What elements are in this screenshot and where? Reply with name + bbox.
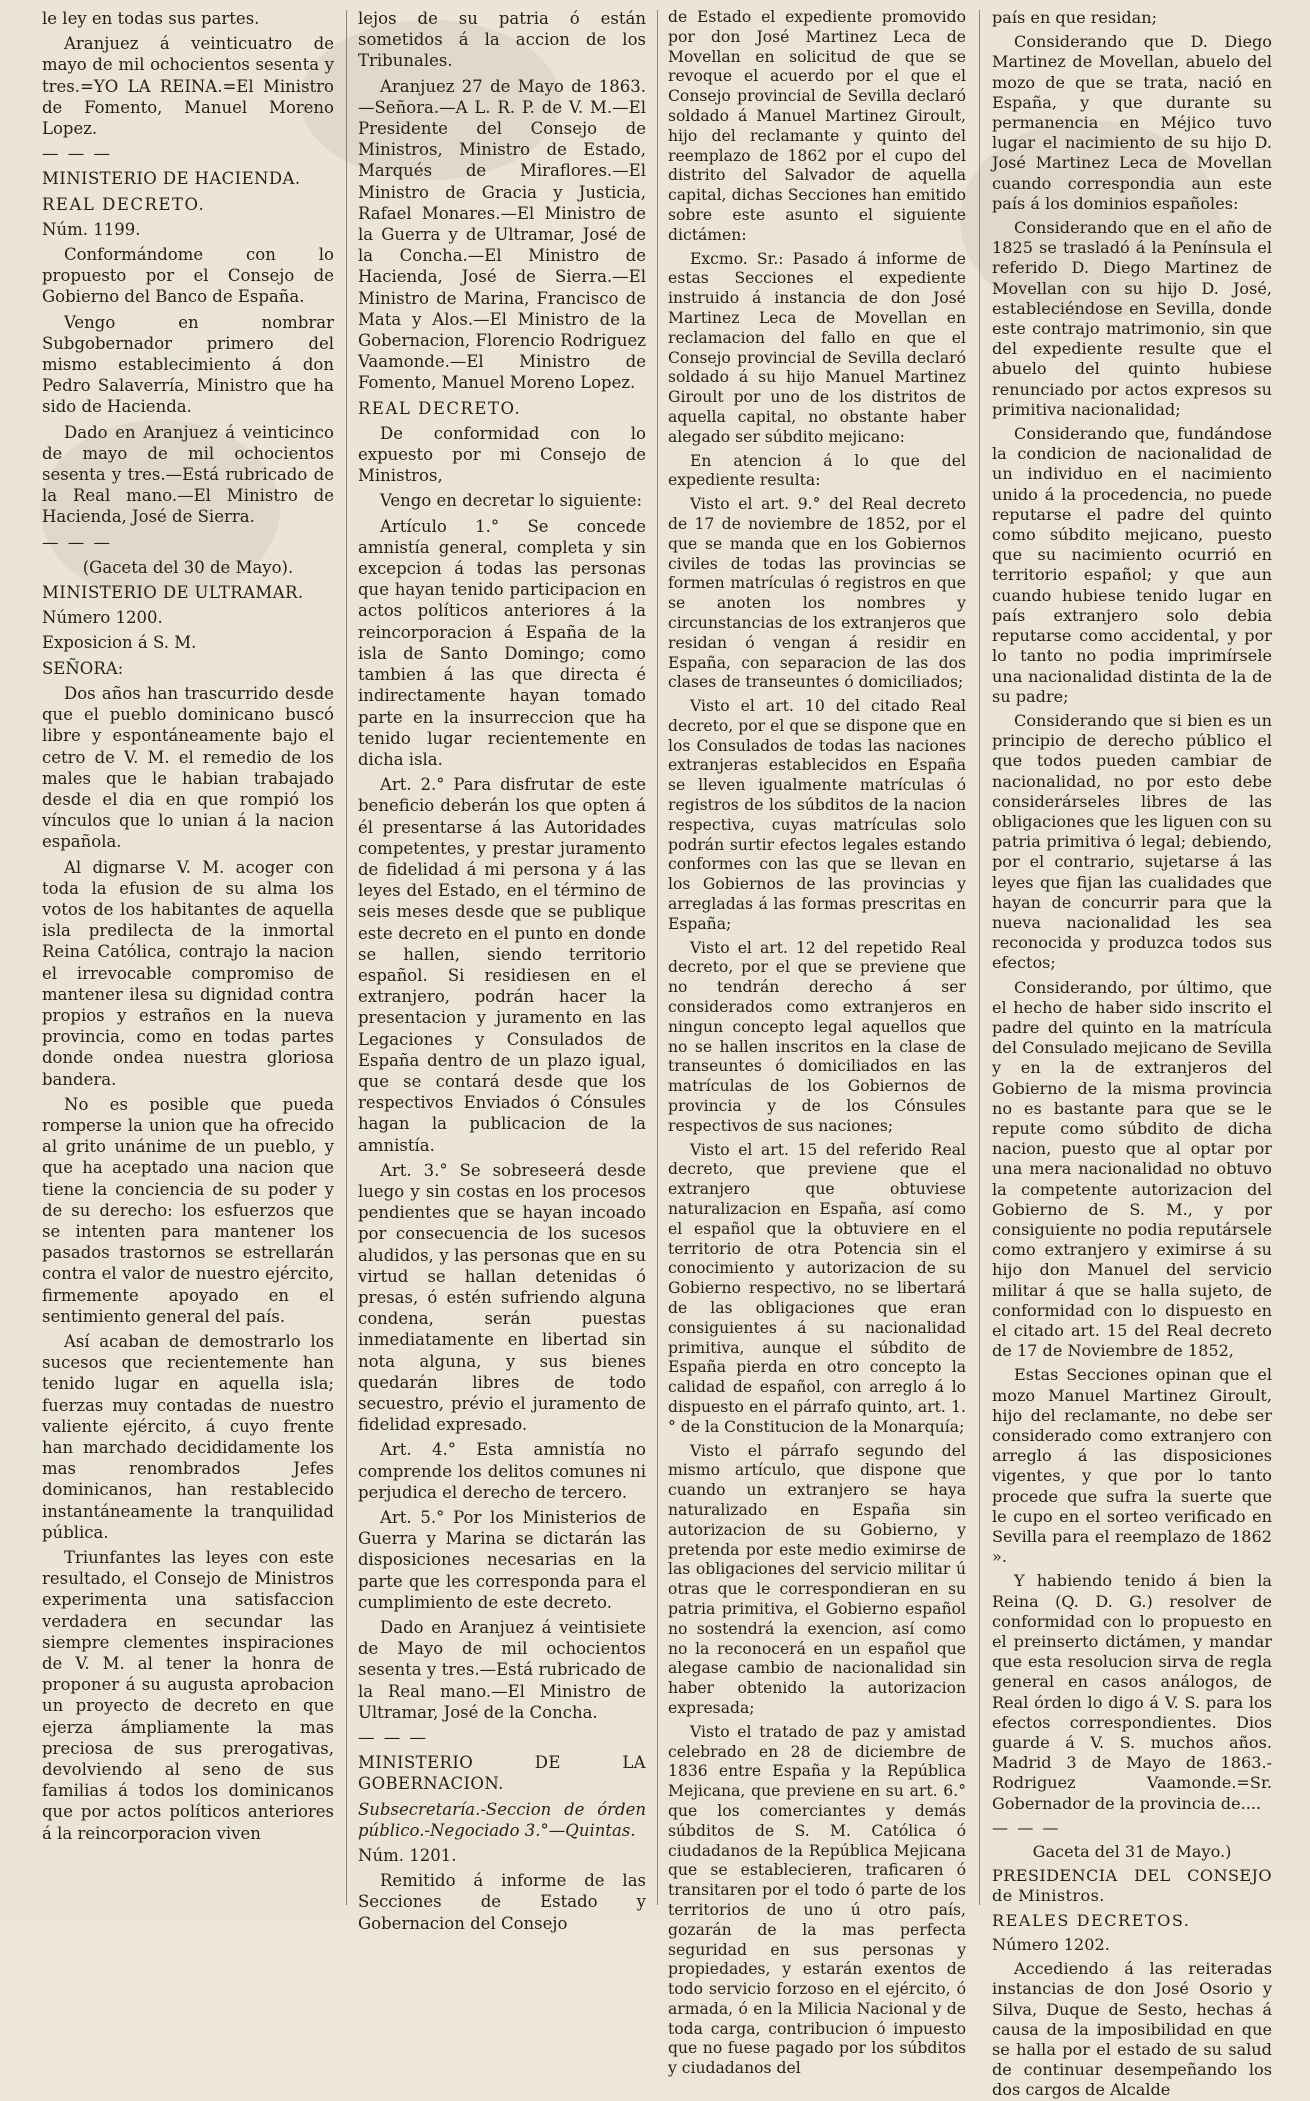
paragraph: Visto el art. 9.° del Real decreto de 17 de noviembre de 1852, por el que se manda que en los Gobiernos civiles de todas las provincias se formen matrículas ó registros en que se anoten los nombres y circunstancias de los extranjeros que residan ó vengan á residir en España, con separacion de las dos clases de transeuntes ó domiciliados; [668,495,966,692]
paragraph: Visto el art. 12 del repetido Real decreto, por el que se previene que no tendrán derecho á ser considerados como extranjeros en ningun concepto legal aquellos que no se hallen inscritos en la clase de transeuntes ó domiciliados en las matrículas de los Gobiernos de provincia y de los Cónsules respectivos de sus naciones; [668,938,966,1135]
paragraph: lejos de su patria ó están sometidos á la accion de los Tribunales. [358,9,646,71]
column-divider [979,10,980,1905]
column-2 [352,8,652,1933]
paragraph: Considerando que si bien es un principio de derecho público el que todos pueden cambiar de nacionalidad, no por esto debe considerárseles libres de las obligaciones que les liguen con su patria primitiva ó legal; debiendo, por el contrario, sujetarse á las leyes que fijan las cualidades que hayan de concurrir para que la nueva nacionalidad les sea reconocida y produzca todos sus efectos; [992,710,1272,973]
paragraph: Dado en Aranjuez á veintisiete de Mayo de mil ochocientos sesenta y tres.—Está rubricado de la Real mano.—El Ministro de Ultramar, José de la Concha. [358,1618,646,1722]
paragraph: REAL DECRETO. [42,194,206,214]
paragraph: Núm. 1199. [42,219,141,239]
paragraph: — — — [358,1728,428,1748]
paragraph: — — — [42,532,112,552]
paragraph: Dos años han trascurrido desde que el pueblo dominicano buscó libre y espontáneamente bajo el cetro de V. M. el remedio de los males que le habian trabajado desde el dia en que rompió los vínculos que lo unian á la nacion española. [42,683,334,852]
paragraph: Accediendo á las reiteradas instancias de don José Osorio y Silva, Duque de Sesto, hechas á causa de la imposibilidad en que se halla por el estado de su salud de continuar desempeñando los dos cargos de Alcalde [992,1959,1272,2100]
paragraph: PRESIDENCIA DEL CONSEJO de Ministros. [992,1866,1272,1906]
paragraph: Considerando que D. Diego Martinez de Movellan, abuelo del mozo de que se trata, nació en España, y que durante su permanencia en Méjico tuvo lugar el nacimiento de su hijo D. José Martinez Leca de Movellan cuando correspondia aun este país á los dominios españoles: [992,32,1272,213]
paragraph: Art. 3.° Se sobreseerá desde luego y sin costas en los procesos pendientes que se hayan incoado por consecuencia de los sucesos aludidos, y las personas que en su virtud se hallan detenidas ó presas, ó estén sufriendo alguna condena, serán puestas inmediatamente en libertad sin nota alguna, y sus bienes quedarán libres de todo secuestro, prévio el juramento de fidelidad expresado. [358,1160,646,1435]
paragraph: Triunfantes las leyes con este resultado, el Consejo de Ministros experimenta una satisfaccion verdadera en secundar las siempre clementes inspiraciones de V. M. al tener la honra de proponer á su augusta aprobacion un proyecto de decreto en que ejerza ámpliamente la mas preciosa de sus prerogativas, devolviendo al seno de sus familias á todos los dominicanos que por actos políticos anteriores á la reincorporacion viven [42,1548,334,1843]
paragraph: SEÑORA: [42,658,124,678]
paragraph: Número 1202. [992,1934,1110,1954]
column-divider [346,10,347,1905]
paragraph: Vengo en decretar lo siguiente: [380,491,643,511]
paragraph: país en que residan; [992,8,1158,27]
column-divider [657,10,658,1905]
paragraph: Dado en Aranjuez á veinticinco de mayo de mil ochocientos sesenta y tres.—Está rubricado de la Real mano.—El Ministro de Hacienda, José de Sierra. [42,422,334,527]
paragraph: Vengo en nombrar Subgobernador primero del mismo establecimiento á don Pedro Salaverría, Ministro que ha sido de Hacienda. [42,312,334,417]
paragraph: — — — [42,144,112,164]
paragraph: REAL DECRETO. [358,398,522,418]
paragraph: Considerando que en el año de 1825 se trasladó á la Península el referido D. Diego Martinez de Movellan con su hijo D. José, estableciéndose en Sevilla, donde este contrajo matrimonio, sin que del expediente resulte que el abuelo del quinto hubiese renunciado por actos expresos su primitiva nacionalidad; [992,218,1272,419]
paragraph: Remitido á informe de las Secciones de Estado y Gobernacion del Consejo [358,1871,646,1933]
paragraph: le ley en todas sus partes. [42,9,260,28]
paragraph: — — — [992,1817,1061,1837]
paragraph: Núm. 1201. [358,1846,457,1866]
paragraph: MINISTERIO DE HACIENDA. [42,169,301,189]
column-1 [36,8,340,1913]
paragraph: de Estado el expediente promovido por don José Martinez Leca de Movellan en solicitud de que se revoque el acuerdo por el que el Consejo provincial de Sevilla declaró soldado á Manuel Martinez Giroult, hijo del reclamante y quinto del reemplazo de 1862 por el cupo del distrito del Salvador de aquella capital, dichas Secciones han emitido sobre este asunto el siguiente dictámen: [668,8,966,244]
paragraph: Art. 2.° Para disfrutar de este beneficio deberán los que opten á él presentarse á las Autoridades competentes, y prestar juramento de fidelidad á mi persona y á las leyes del Estado, en el término de seis meses desde que se publique este decreto en el punto en donde se hallen, siendo territorio español. Si residiesen en el extranjero, podrán hacer la presentacion y juramento en las Legaciones y Consulados de España dentro de un plazo igual, que se contará desde que los respectivos Enviados ó Cónsules hagan la publicacion de la amnistía. [358,775,646,1155]
paragraph: Exposicion á S. M. [42,633,197,653]
paragraph: Art. 4.° Esta amnistía no comprende los delitos comunes ni perjudica el derecho de tercero. [358,1440,646,1502]
paragraph: REALES DECRETOS. [992,1910,1191,1930]
paragraph: Excmo. Sr.: Pasado á informe de estas Secciones el expediente instruido á instancia de don José Martinez Leca de Movellan en reclamacion del fallo en que el Consejo provincial de Sevilla declaró soldado á su hijo Manuel Martinez Giroult por uno de los distritos de aquella capital, no obstante haber alegado ser súbdito mejicano: [668,249,966,446]
paragraph: Visto el tratado de paz y amistad celebrado en 28 de diciembre de 1836 entre España y la República Mejicana, que previene en su art. 6.° que los comerciantes y demás súbditos de S. M. Católica ó ciudadanos de la República Mejicana que se establecieren, traficaren ó transitaren por el todo ó parte de los territorios de uno ú otro país, gozarán de la mas perfecta seguridad en sus personas y propiedades, y estarán exentos de todo servicio forzoso en el ejército, ó armada, ó en la Milicia Nacional y de toda carga, contribucion ó impuesto que no fuese pagado por los súbditos y ciudadanos del [668,1722,966,2078]
paragraph: No es posible que pueda romperse la union que ha ofrecido al grito unánime de un pueblo, y que ha aceptado una nacion que tiene la conciencia de su poder y de su derecho: los esfuerzos que se intenten para mantener los pasados trastornos se estrellarán contra el valor de nuestro ejército, firmemente apoyado en el sentimiento general del país. [42,1094,334,1326]
paragraph: (Gaceta del 30 de Mayo). [82,557,294,577]
paragraph: Estas Secciones opinan que el mozo Manuel Martinez Giroult, hijo del reclamante, no debe ser considerado como extranjero con arreglo á las disposiciones vigentes, y que por lo tanto procede que sufra la suerte que le cupo en el sorteo verificado en Sevilla para el reemplazo de 1862 ». [992,1365,1272,1567]
paragraph: Art. 5.° Por los Ministerios de Guerra y Marina se dictarán las disposiciones necesarias en la parte que les corresponda para el cumplimiento de este decreto. [358,1508,646,1612]
paragraph: Considerando que, fundándose la condicion de nacionalidad de un individuo en el nacimiento unido á la procedencia, no puede reputarse el padre del quinto como súbdito mejicano, puesto que su nacimiento ocurrió en territorio español; y que aun cuando hubiese tenido lugar en país extranjero solo debia reputarse como accidental, y por lo tanto no podia imprimírsele una nacionalidad distinta de la de su padre; [992,424,1272,706]
paragraph: Subsecretaría.-Seccion de órden público.-Negociado 3.°—Quintas. [358,1799,646,1840]
paragraph: Aranjuez á veinticuatro de mayo de mil ochocientos sesenta y tres.=YO LA REINA.=El Ministro de Fomento, Manuel Moreno Lopez. [42,34,334,139]
paragraph: Aranjuez 27 de Mayo de 1863.—Señora.—A L. R. P. de V. M.—El Presidente del Consejo de Ministros, Ministro de Estado, Marqués de Miraflores.—El Ministro de Gracia y Justicia, Rafael Monares.—El Ministro de la Guerra y de Ultramar, José de la Concha.—El Ministro de Hacienda, José de Sierra.—El Ministro de Marina, Francisco de Mata y Alos.—El Ministro de la Gobernacion, Florencio Rodriguez Vaamonde.—El Ministro de Fomento, Manuel Moreno Lopez. [358,76,646,393]
paragraph: Visto el art. 15 del referido Real decreto, que previene que el extranjero que obtuviese naturalizacion en España, así como el español que la obtuviere en el territorio de otra Potencia sin el conocimiento y autorizacion de su Gobierno respectivo, no se libertará de las obligaciones que eran consiguientes á su nacionalidad primitiva, aunque el súbdito de España pierda en otro concepto la calidad de español, con arreglo á lo dispuesto en el párrafo quinto, art. 1.° de la Constitucion de la Monarquía; [668,1140,966,1436]
paragraph: De conformidad con lo expuesto por mi Consejo de Ministros, [358,423,646,486]
paragraph: Visto el art. 10 del citado Real decreto, por el que se dispone que en los Consulados de todas las naciones extranjeras establecidos en España se lleven igualmente matrículas ó registros de los súbditos de la nacion respectiva, cuyas matrículas solo podrán surtir efectos legales estando conformes con las que se llevan en los Gobiernos de las provincias y arregladas á las formas prescritas en España; [668,697,966,933]
paragraph: Gaceta del 31 de Mayo.) [1032,1842,1232,1862]
paragraph: Número 1200. [42,608,163,628]
paragraph: Al dignarse V. M. acoger con toda la efusion de su alma los votos de los habitantes de aquella isla predilecta de la inmortal Reina Católica, contrajo la nacion el irrevocable compromiso de mantener ilesa su dignidad contra propios y estraños en la nueva provincia, como en todas partes donde ondea nuestra gloriosa bandera. [42,857,334,1089]
paragraph: Conformándome con lo propuesto por el Consejo de Gobierno del Banco de España. [42,245,334,307]
paragraph: En atencion á lo que del expediente resulta: [668,451,966,490]
column-3 [662,8,972,2078]
column-4 [986,8,1278,2100]
paragraph: Y habiendo tenido á bien la Reina (Q. D. G.) resolver de conformidad con lo propuesto en el preinserto dictámen, y mandar que esta resolucion sirva de regla general en casos análogos, de Real órden lo digo á V. S. para los efectos correspondientes. Dios guarde á V. S. muchos años. Madrid 3 de Mayo de 1863.-Rodriguez Vaamonde.=Sr. Gobernador de la provincia de.... [992,1571,1272,1813]
paragraph: MINISTERIO DE LA GOBERNACION. [358,1753,646,1794]
paragraph: Considerando, por último, que el hecho de haber sido inscrito el padre del quinto en la matrícula del Consulado mejicano de Sevilla y en la de extranjeros del Gobierno de la misma provincia no es bastante para que se le repute como súbdito de dicha nacion, puesto que al optar por una mera nacionalidad no obtuvo la competente autorizacion del Gobierno de S. M., y por consiguiente no podia reputársele como extranjero y eximirse á su hijo don Manuel del servicio militar á que se halla sujeto, de conformidad con lo dispuesto en el citado art. 15 del Real decreto de 17 de Noviembre de 1852, [992,977,1272,1361]
paragraph: MINISTERIO DE ULTRAMAR. [42,583,304,603]
paragraph: Así acaban de demostrarlo los sucesos que recientemente han tenido lugar en aquella isla; fuerzas muy contadas de nuestro valiente ejército, á cuyo frente han marchado decididamente los mas renombrados Jefes dominicanos, han restablecido instantáneamente la tranquilidad pública. [42,1331,334,1542]
paragraph: Artículo 1.° Se concede amnistía general, completa y sin excepcion á todas las personas que hayan tenido participacion en actos políticos anteriores á la reincorporacion á España de la isla de Santo Domingo; como tambien á las que directa é indirectamente hayan tomado parte en la insurreccion que ha tenido lugar recientemente en dicha isla. [358,516,646,769]
paragraph: Visto el párrafo segundo del mismo artículo, que dispone que cuando un extranjero se haya naturalizado en España sin autorizacion de su Gobierno, y pretenda por este medio eximirse de las obligaciones del servicio militar ú otras que le correspondieran en su patria primitiva, el Gobierno español no sostendrá la exencion, así como no la reconocerá en un español que alegase cambio de nacionalidad sin haber obtenido la autorizacion expresada; [668,1441,966,1717]
